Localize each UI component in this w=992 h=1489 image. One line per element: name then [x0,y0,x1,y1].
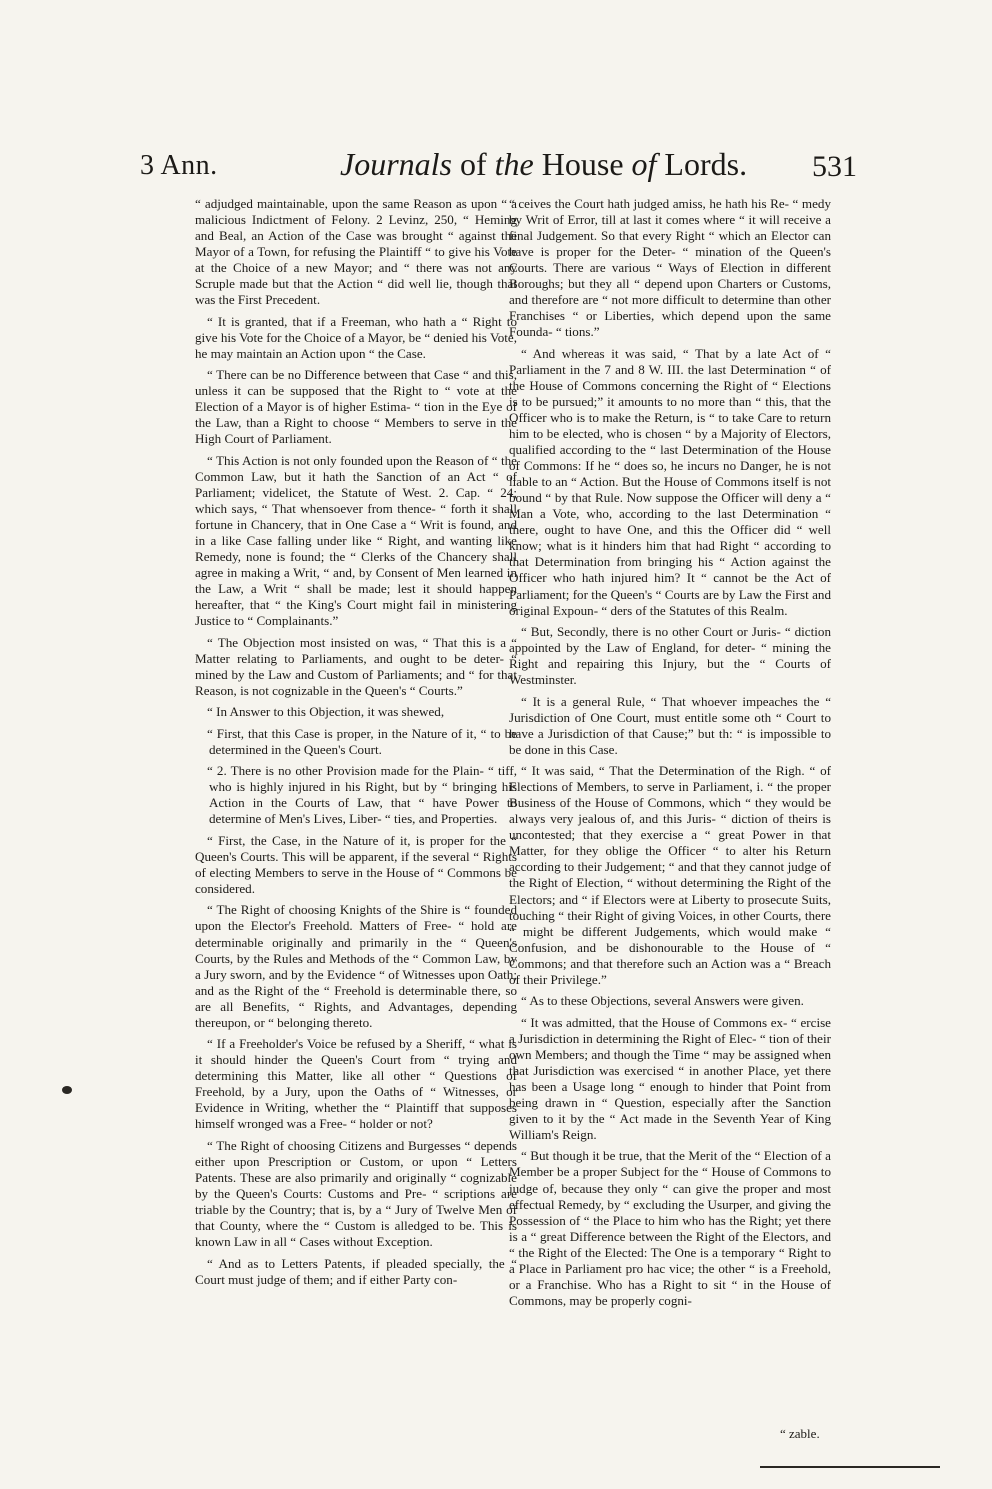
paragraph: “ The Objection most insisted on was, “ That this is a “ Matter relating to Parliaments, and ought to be deter- “ mined by the Law and Custom of Parliaments; and “ for that Reason, is not cognizable in the Queen's “ Courts.” [195,634,517,698]
paragraph: “ adjudged maintainable, upon the same Reason as upon “ a malicious Indictment of Felony. 2 Levinz, 250, “ Heming and Beal, an Action of the Case was brought “ against the Mayor of a Town, for refusing the Plaintiff “ to give his Vote at the Choice of a new Mayor; and “ there was not any Scruple made but that the Action “ did well lie, though that was the First Precedent. [195,196,517,308]
paragraph: “ The Right of choosing Knights of the Shire is “ founded upon the Elector's Freehold. Matters of Free- “ hold are determinable originally and primarily in the “ Queen's Courts, by the Rules and Methods of the “ Common Law, by a Jury sworn, and by the Evidence “ of Witnesses upon Oath; and as the Right of the “ Freehold is determinable there, so are all Benefits, “ Rights, and Advantages, depending thereupon, or “ belonging thereto. [195,902,517,1030]
paragraph: “ It was admitted, that the House of Commons ex- “ ercise a Jurisdiction in determining the Right of Elec- “ tion of their own Members; and though the Time “ may be assigned when that Jurisdiction was exercised “ in another Place, yet there has been a Usage long “ enough to hinder that Point from being drawn in “ Question, especially after the Sanction given to it by the “ Act made in the Seventh Year of King William's Reign. [509,1014,831,1142]
paragraph: “ It is a general Rule, “ That whoever impeaches the “ Jurisdiction of One Court, must entitle some oth “ Court to have a Jurisdiction of that Cause;” but th: “ is impossible to be done in this Case. [509,693,831,757]
left-column [195,196,517,1293]
running-title: Journals of the House of Lords. [340,146,748,182]
bottom-rule [760,1466,940,1468]
right-column [509,196,831,1314]
paragraph: “ This Action is not only founded upon the Reason of “ the Common Law, but it hath the Sanction of an Act “ of Parliament; videlicet, the Statute of West. 2. Cap. “ 24; which says, “ That whensoever from thence- “ forth it shall fortune in Chancery, that in One Case a “ Writ is found, and in a like Case falling under like “ Right, and wanting like Remedy, none is found; the “ Clerks of the Chancery shall agree in making a Writ, “ and, by Consent of Men learned in the Law, a Writ “ shall be made; lest it should happen hereafter, that “ the King's Court might fail in ministering Justice to “ Complainants.” [195,452,517,629]
paragraph: “ It is granted, that if a Freeman, who hath a “ Right to give his Vote for the Choice of a Mayor, be “ denied his Vote, he may maintain an Action upon “ the Case. [195,313,517,361]
paragraph: “ First, the Case, in the Nature of it, is proper for the “ Queen's Courts. This will be apparent, if the several “ Rights of electing Members to serve in the House of “ Commons be considered. [195,832,517,896]
paragraph: “ ceives the Court hath judged amiss, he hath his Re- “ medy by Writ of Error, till at last it comes where “ it will receive a final Judgement. So that every Right “ which an Elector can have is proper for the Deter- “ mination of the Queen's Courts. There are various “ Ways of Election in different Boroughs; but they all “ depend upon Charters or Customs, and therefore are “ not more difficult to determine than other Franchises “ or Liberties, which depend upon the same Founda- “ tions.” [509,196,831,340]
paragraph: “ The Right of choosing Citizens and Burgesses “ depends either upon Prescription or Custom, or upon “ Letters Patents. These are also primarily and originally “ cognizable by the Queen's Courts: Customs and Pre- “ scriptions are triable by the Country; that is, by a “ Jury of Twelve Men of that County, where the “ Custom is alledged to be. This is known Law in all “ Cases without Exception. [195,1137,517,1250]
page-header [0,146,992,186]
ink-blot [62,1086,72,1094]
catchword: “ zable. [780,1426,820,1441]
paragraph: “ In Answer to this Objection, it was shewed, [207,704,445,720]
reign-label: 3 Ann. [140,150,218,181]
paragraph: “ As to these Objections, several Answers were given. [521,993,804,1009]
paragraph: “ There can be no Difference between that Case “ and this, unless it can be supposed that the Right to “ vote at the Election of a Mayor is of higher Estima- “ tion in the Eye of the Law, than a Right to choose “ Members to serve in the High Court of Parliament. [195,367,517,447]
paragraph: “ But, Secondly, there is no other Court or Juris- “ diction appointed by the Law of England, for deter- “ mining the Right and repairing this Injury, but the “ Courts of Westminster. [509,624,831,688]
paragraph: “ But though it be true, that the Merit of the “ Election of a Member be a proper Subject for the “ House of Commons to judge of, because they only “ can give the proper and most effectual Remedy, by “ excluding the Usurper, and giving the Possession of “ the Place to him who has the Right; yet there is a “ great Difference between the Right of the Electors, and “ the Right of the Elected: The One is a temporary “ Right to a Place in Parliament pro hac vice; the other “ is a Freehold, or a Franchise. Who has a Right to sit “ in the House of Commons, may be properly cogni- [509,1148,831,1308]
page-number: 531 [812,150,857,183]
paragraph: “ 2. There is no other Provision made for the Plain- “ tiff, who is highly injured in his Right, but by “ bringing his Action in the Courts of Law, that “ have Power to determine of Men's Lives, Liber- “ ties, and Properties. [207,763,517,827]
paragraph: “ If a Freeholder's Voice be refused by a Sheriff, “ what is it should hinder the Queen's Court from “ trying and determining this Matter, like all other “ Questions of Freehold, by a Jury, upon the Oaths of “ Witnesses, or Evidence in Writing, whether the “ Plaintiff that supposes himself wronged was a Free- “ holder or not? [195,1036,517,1132]
paragraph: “ And whereas it was said, “ That by a late Act of “ Parliament in the 7 and 8 W. III. the last Determination “ of the House of Commons concerning the Right of “ Elections is to be pursued;” it amounts to no more than “ this, that the Officer who is to make the Return, is “ to take Care to return him to be elected, who is chosen “ by a Majority of Electors, qualified according to the “ last Determination of the House of Commons: If he “ does so, he incurs no Danger, he is not liable to an “ Action. But the House of Commons itself is not bound “ by that Rule. Now suppose the Officer will deny a “ Man a Vote, who, according to the last Determination “ there, ought to have One, and this the Officer did “ well know; what is it hinders him that had Right “ according to that Determination from bringing his “ Action against the Officer who hath injured him? It “ cannot be the Act of Parliament; for the Queen's “ Courts are by Law the First and original Expoun- “ ders of the Statutes of this Realm. [509,345,831,618]
paragraph: “ And as to Letters Patents, if pleaded specially, the “ Court must judge of them; and if either Party con- [195,1255,517,1287]
paragraph: “ It was said, “ That the Determination of the Righ. “ of Elections of Members, to serve in Parliament, i. “ the proper Business of the House of Commons, which “ they would be always very jealous of, and this Juris- “ diction of theirs is uncontested; that they exercise a “ great Power in that Matter, for they oblige the Officer “ to alter his Return according to their Judgement; “ and that they cannot judge of the Right of Election, “ without determining the Right of the Electors; and “ if Electors were at Liberty to prosecute Suits, touching “ their Right of giving Voices, in other Courts, there “ might be different Judgements, which would make “ Confusion, and be dishonourable to the House of “ Commons; and that therefore such an Action was a “ Breach of their Privilege.” [509,763,831,987]
paragraph: “ First, that this Case is proper, in the Nature of it, “ to be determined in the Queen's Court. [207,725,517,757]
